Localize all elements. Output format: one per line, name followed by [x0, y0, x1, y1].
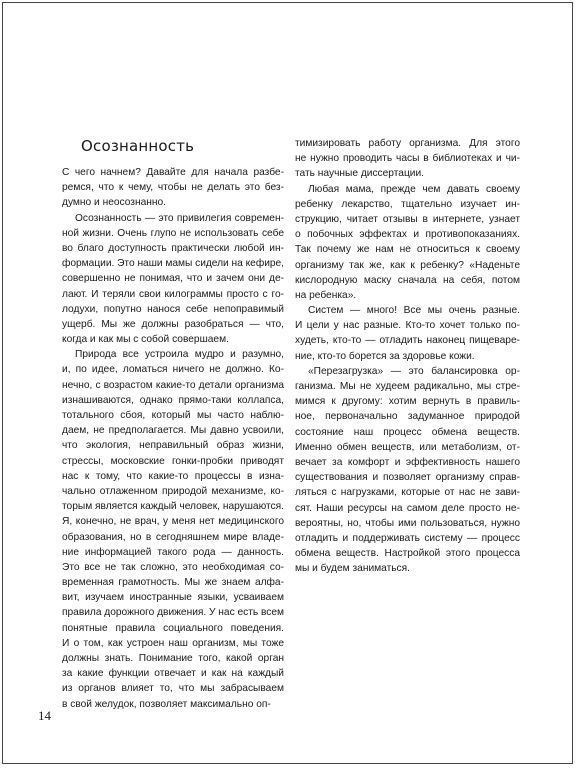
- text-line: Так почему же нам не относиться к своему: [295, 244, 520, 256]
- text-line: должны знать. Понимание того, какой орган: [62, 653, 284, 664]
- text-line: тать научные диссертации.: [295, 168, 425, 180]
- text-line: худеть, кто-то — отладить наконец пищеваре-: [295, 335, 520, 347]
- text-line: ущерб. Мы же должны разобраться — что,: [62, 318, 284, 330]
- text-line: ние информацией такого рода — данность.: [62, 546, 284, 558]
- text-line: понятные правила социального поведения.: [62, 622, 284, 634]
- text-line: лодухи, попутно нанося себе непоправимый: [62, 303, 284, 315]
- text-line: думно и неосознанно.: [62, 197, 166, 209]
- text-line: образования, но в сегодняшнем мире владе-: [62, 531, 284, 543]
- text-line: ние, кто-то борется за здоровье кожи.: [295, 350, 475, 362]
- text-line: совершенно не понимая, что и зачем они де-: [62, 273, 284, 285]
- text-line: торым является каждый человек, нарушаются.: [62, 501, 284, 513]
- text-line: Осознанность — это привилегия современ-: [75, 212, 284, 224]
- text-line: вечает за комфорт и эффективность нашего: [295, 456, 520, 468]
- text-line: стрессы, московские гонки-пробки приводят: [62, 455, 284, 467]
- text-line: чально отлаженном природой механизме, ко-: [62, 485, 284, 497]
- text-line: во благо доступность практически любой ин-: [62, 242, 284, 254]
- text-line: лают. И теряли свои килограммы просто с го-: [62, 288, 284, 300]
- text-line: вероятны, но, чтобы ими пользоваться, нужно: [295, 517, 520, 529]
- text-line: кислородную маску сначала на себя, потом: [295, 274, 520, 286]
- text-line: не нужно проводить часы в библиотеках и чи-: [295, 153, 520, 165]
- text-line: ной жизни. Очень глупо не использовать себе: [62, 227, 284, 239]
- text-line: Это все не так сложно, это необходимая со-: [62, 561, 284, 573]
- text-line: обмена веществ. Настройкой этого процесса: [295, 548, 520, 560]
- text-line: И о том, как устроен наш организм, мы тоже: [62, 637, 284, 649]
- text-line: струкцию, читает отзывы в интернете, узнает: [295, 213, 520, 225]
- text-line: из органов влияет то, что мы забрасываем: [62, 683, 284, 695]
- text-line: Природа все устроила мудро и разумно,: [75, 349, 284, 361]
- text-line: мы и будем заниматься.: [295, 563, 411, 575]
- text-line: ремся, что к чему, чтобы не делать это без-: [62, 182, 284, 194]
- text-line: на ребенка».: [295, 289, 357, 301]
- text-line: правила дорожного движения. У нас есть всем: [62, 607, 284, 619]
- text-line: когда и как мы с собой совершаем.: [62, 334, 229, 346]
- text-line: ное, первоначально задуманное природой: [295, 411, 520, 423]
- text-line: тимизировать работу организма. Для этого: [295, 138, 520, 149]
- text-line: формации. Это наши мамы сидели на кефире,: [62, 258, 284, 270]
- text-line: о побочных эффектах и противопоказаниях.: [295, 229, 520, 241]
- section-title: Осознанность: [81, 137, 195, 155]
- text-line: и, по идее, ломаться ничего не должно. Ко-: [62, 364, 284, 376]
- text-line: «Перезагрузка» — это балансировка ор-: [308, 365, 520, 377]
- text-line: временная грамотность. Мы же знаем алфа-: [62, 577, 284, 589]
- text-line: ляться с нагрузками, которые от нас не зави-: [295, 487, 520, 499]
- text-line: изнашиваются, однако прямо-таки коллапса,: [62, 394, 284, 406]
- text-line: тотального сбоя, который мы часто наблю-: [62, 410, 284, 421]
- text-line: организму так же, как к ребенку? «Наденьте: [295, 259, 520, 271]
- text-line: Именно обмен веществ, или метаболизм, от-: [295, 441, 520, 453]
- text-line: что экология, неправильный образ жизни,: [62, 440, 284, 452]
- text-line: сят. Наши ресурсы на самом деле просто не-: [295, 502, 520, 514]
- page-number: 14: [38, 708, 51, 723]
- text-line: нечно, с возрастом какие-то детали организма: [62, 379, 284, 391]
- text-line: вит, изучаем иностранные языки, усваиваем: [62, 592, 284, 604]
- text-line: ганизма. Мы не худеем радикально, мы стре-: [295, 381, 520, 392]
- text-line: ребенку лекарство, тщательно изучает ин-: [295, 198, 520, 210]
- book-page: [2, 2, 573, 764]
- text-line: существования и позволяет организму справ-: [295, 472, 520, 484]
- text-line: Систем — много! Все мы очень разные.: [308, 305, 520, 317]
- text-line: в свой желудок, позволяет максимально оп-: [62, 698, 271, 710]
- text-line: Любая мама, прежде чем давать своему: [308, 183, 520, 195]
- text-line: нас к тому, что какие-то процессы в изна-: [62, 470, 284, 482]
- left-text-column: [62, 165, 284, 712]
- text-line: за какие функции отвечает и как на каждый: [62, 668, 284, 680]
- text-line: состояние наш процесс обмена веществ.: [295, 426, 520, 438]
- text-line: отладить и поддерживать систему — процесс: [295, 532, 520, 544]
- text-line: Я, конечно, не врач, у меня нет медицинского: [62, 516, 284, 528]
- text-line: даем, не предполагается. Мы давно усвоили,: [62, 425, 284, 437]
- text-line: мимся к другому: хотим вернуть в правиль-: [295, 396, 520, 408]
- text-line: И цели у нас разные. Кто-то хочет только по-: [295, 320, 520, 332]
- right-text-column: [295, 136, 520, 576]
- text-line: С чего начнем? Давайте для начала разбе-: [62, 167, 284, 178]
